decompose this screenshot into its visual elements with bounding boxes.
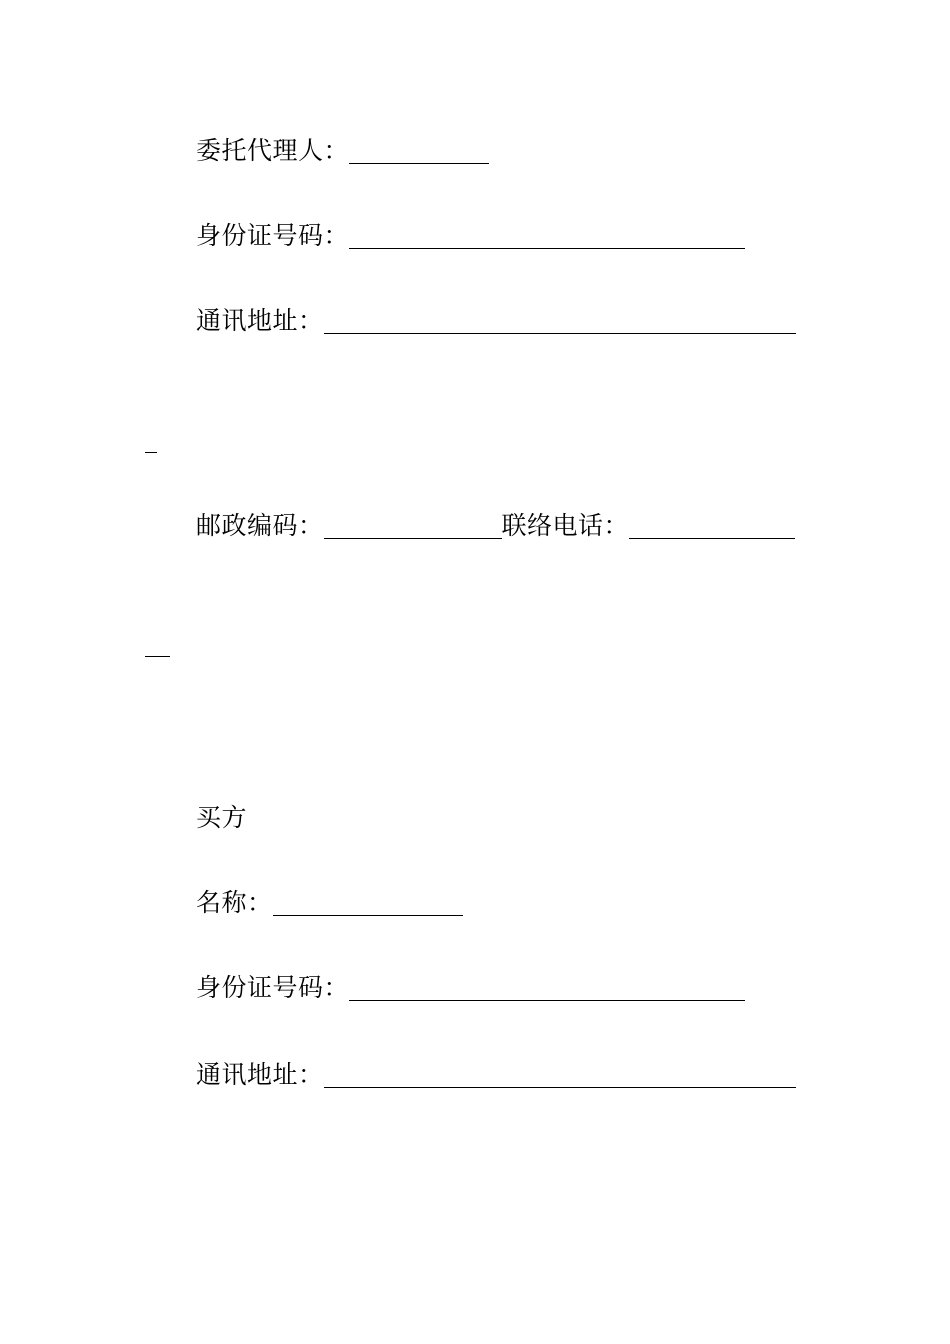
- agent-line: [196, 134, 489, 168]
- buyer-heading-line: [196, 801, 247, 835]
- buyer-id-blank[interactable]: [349, 999, 745, 1001]
- stray-underline: [145, 656, 170, 657]
- agent-address-label: 通讯地址：: [196, 306, 324, 335]
- buyer-address-line: [196, 1058, 796, 1092]
- agent-blank[interactable]: [349, 162, 489, 164]
- buyer-id-label: 身份证号码：: [196, 973, 350, 1002]
- phone-label: 联络电话：: [501, 511, 630, 540]
- buyer-address-label: 通讯地址：: [196, 1060, 324, 1089]
- stray-underline: [145, 452, 157, 453]
- agent-id-label: 身份证号码：: [196, 221, 350, 250]
- buyer-address-blank[interactable]: [324, 1086, 796, 1088]
- agent-address-line: [196, 304, 796, 338]
- agent-address-blank[interactable]: [324, 332, 796, 334]
- postcode-blank[interactable]: [324, 537, 502, 539]
- buyer-name-line: [196, 886, 463, 920]
- agent-contact-line: [196, 509, 795, 543]
- buyer-heading: 买方: [196, 803, 248, 832]
- phone-blank[interactable]: [629, 537, 795, 539]
- agent-label: 委托代理人：: [196, 136, 350, 165]
- agent-id-blank[interactable]: [349, 247, 745, 249]
- postcode-label: 邮政编码：: [196, 511, 324, 540]
- buyer-id-line: [196, 971, 745, 1005]
- buyer-name-blank[interactable]: [273, 914, 463, 916]
- buyer-name-label: 名称：: [196, 888, 273, 917]
- agent-id-line: [196, 219, 745, 253]
